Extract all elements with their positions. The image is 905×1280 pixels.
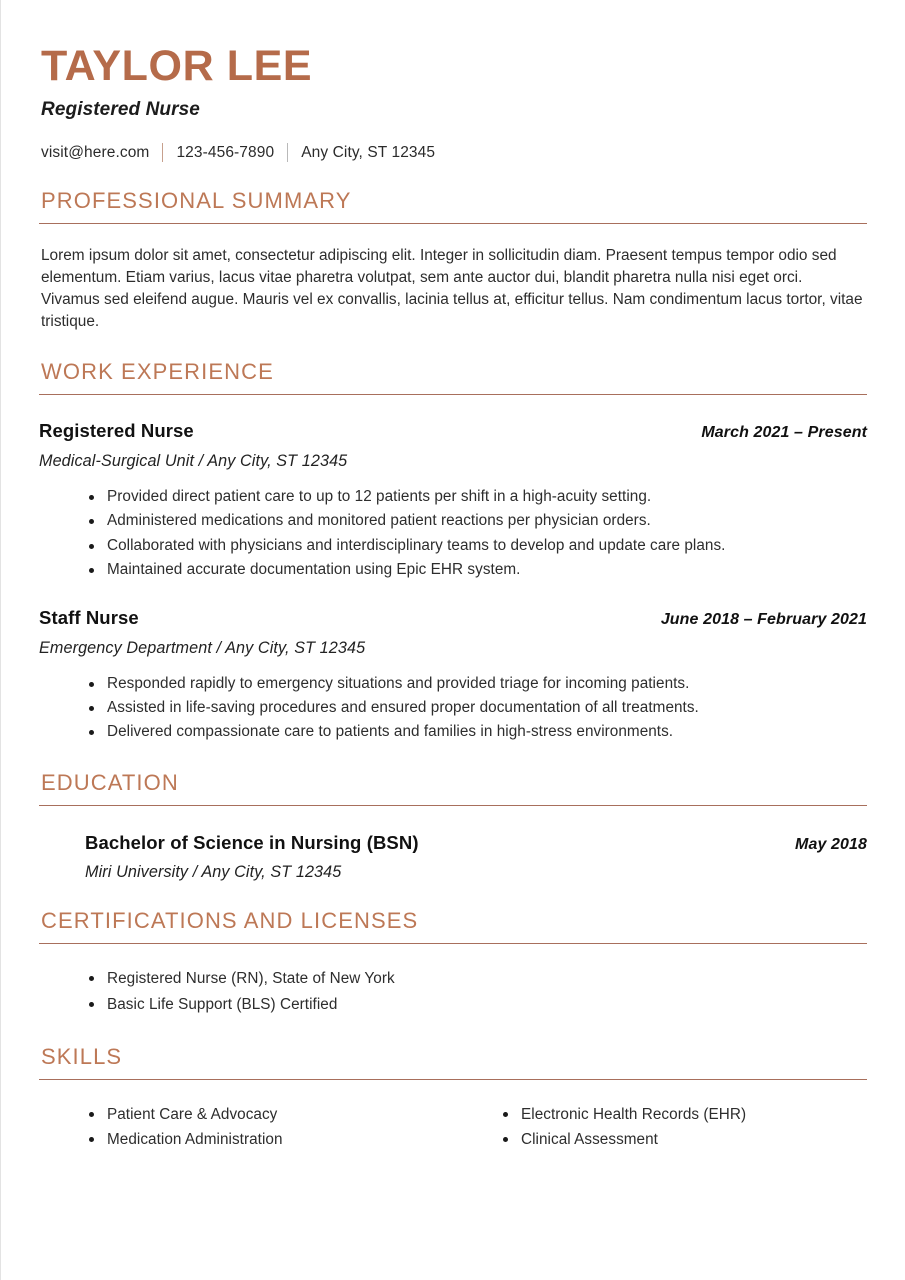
list-item: Patient Care & Advocacy bbox=[107, 1102, 453, 1128]
contact-line bbox=[41, 143, 867, 162]
candidate-name: TAYLOR LEE bbox=[41, 42, 313, 90]
section-heading-skills: SKILLS bbox=[41, 1043, 123, 1069]
section-divider bbox=[39, 394, 867, 395]
section-heading-experience: WORK EXPERIENCE bbox=[41, 359, 274, 385]
contact-separator-icon bbox=[162, 143, 163, 162]
resume-header bbox=[39, 44, 867, 162]
section-heading-certifications: CERTIFICATIONS AND LICENSES bbox=[41, 908, 419, 934]
experience-employer-location: Medical-Surgical Unit / Any City, ST 12345 bbox=[39, 452, 348, 471]
skills-column-left bbox=[39, 1102, 453, 1153]
list-item: Assisted in life-saving procedures and ensured proper documentation of all treatments. bbox=[107, 696, 867, 720]
list-item: Basic Life Support (BLS) Certified bbox=[107, 992, 867, 1018]
education-date: May 2018 bbox=[795, 836, 867, 854]
skills-grid bbox=[39, 1102, 867, 1153]
list-item: Provided direct patient care to up to 12 patients per shift in a high-acuity setting. bbox=[107, 485, 867, 509]
section-heading-summary: PROFESSIONAL SUMMARY bbox=[41, 188, 352, 214]
list-item: Registered Nurse (RN), State of New York bbox=[107, 966, 867, 992]
section-certifications bbox=[39, 908, 867, 1017]
contact-location: Any City, ST 12345 bbox=[301, 143, 436, 161]
education-entry bbox=[39, 832, 867, 882]
list-item: Medication Administration bbox=[107, 1127, 453, 1153]
contact-separator-icon bbox=[287, 143, 288, 162]
section-work-experience bbox=[39, 359, 867, 744]
list-item: Clinical Assessment bbox=[521, 1127, 867, 1153]
experience-entry bbox=[39, 420, 867, 582]
experience-job-title: Staff Nurse bbox=[39, 606, 139, 628]
experience-bullet-list bbox=[39, 485, 867, 582]
list-item: Administered medications and monitored patient reactions per physician orders. bbox=[107, 509, 867, 533]
experience-employer-location: Emergency Department / Any City, ST 12345 bbox=[39, 638, 366, 657]
candidate-job-title: Registered Nurse bbox=[41, 99, 200, 121]
education-school-location: Miri University / Any City, ST 12345 bbox=[85, 863, 342, 882]
contact-phone[interactable]: 123-456-7890 bbox=[176, 143, 275, 161]
education-entry-header bbox=[85, 832, 867, 854]
list-item: Responded rapidly to emergency situations and provided triage for incoming patients. bbox=[107, 672, 867, 696]
section-divider bbox=[39, 223, 867, 224]
section-divider bbox=[39, 943, 867, 944]
experience-job-title: Registered Nurse bbox=[39, 420, 194, 442]
list-item: Maintained accurate documentation using Epic EHR system. bbox=[107, 558, 867, 582]
contact-email[interactable]: visit@here.com bbox=[41, 143, 150, 161]
list-item: Delivered compassionate care to patients and families in high-stress environments. bbox=[107, 720, 867, 744]
summary-text: Lorem ipsum dolor sit amet, consectetur adipiscing elit. Integer in sollicitudin diam. Praesent tempus tempor odio sed elementum. Etiam varius, lacus vitae pharetra volutpat, sem ante auctor dui, blandit pharetra nulla nisi eget orci. Vivamus sed eleifend augue. Mauris vel ex convallis, lacinia tellus at, efficitur tellus. Nam condimentum lacus tortor, vitae tristique. bbox=[41, 247, 863, 331]
skills-column-right bbox=[453, 1102, 867, 1153]
certifications-list bbox=[39, 966, 867, 1017]
section-education bbox=[39, 770, 867, 882]
experience-entry-header bbox=[39, 607, 867, 629]
experience-entry-header bbox=[39, 420, 867, 442]
list-item: Electronic Health Records (EHR) bbox=[521, 1102, 867, 1128]
education-degree: Bachelor of Science in Nursing (BSN) bbox=[85, 832, 419, 854]
experience-date-range: June 2018 – February 2021 bbox=[660, 610, 867, 628]
section-divider bbox=[39, 1079, 867, 1080]
experience-date-range: March 2021 – Present bbox=[701, 424, 867, 442]
section-professional-summary bbox=[39, 188, 867, 333]
section-skills bbox=[39, 1044, 867, 1153]
experience-entry bbox=[39, 607, 867, 744]
list-item: Collaborated with physicians and interdisciplinary teams to develop and update care plans. bbox=[107, 534, 867, 558]
section-divider bbox=[39, 805, 867, 806]
section-heading-education: EDUCATION bbox=[41, 770, 179, 796]
experience-bullet-list bbox=[39, 672, 867, 744]
